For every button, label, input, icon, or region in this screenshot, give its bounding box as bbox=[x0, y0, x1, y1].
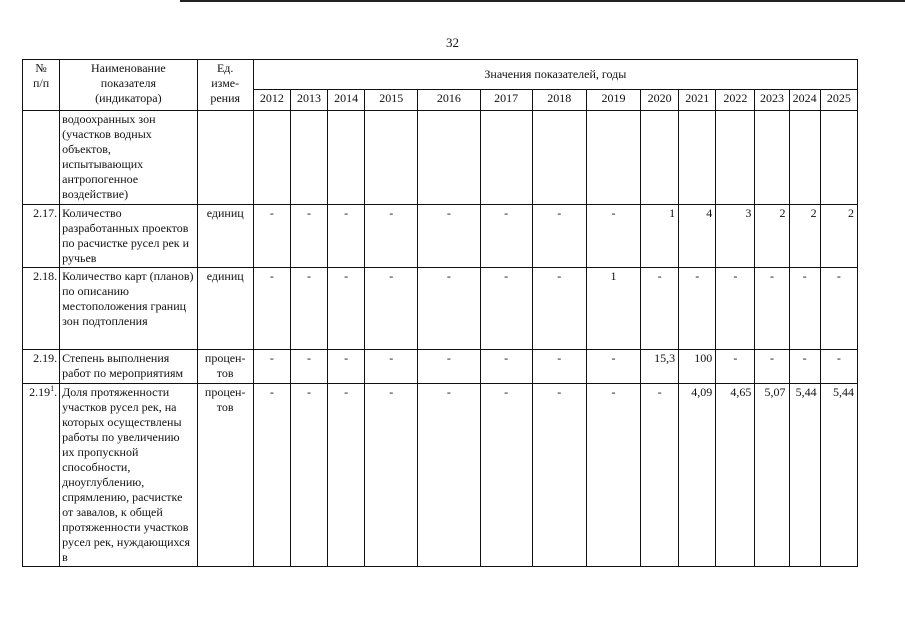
value-cell-2020: 1 bbox=[641, 205, 679, 268]
indicator-name: водоохранных зон (участков водных объектов, испытывающих антропогенное воздействие) bbox=[60, 111, 197, 205]
row-number-text: 2.19 bbox=[29, 385, 51, 399]
value-cell-2024: - bbox=[789, 350, 820, 384]
value-cell-2017: - bbox=[480, 268, 532, 350]
value-cell-2016 bbox=[418, 111, 480, 205]
table-body bbox=[23, 111, 858, 567]
value-cell-2012: - bbox=[253, 384, 290, 567]
table-row bbox=[23, 111, 858, 205]
page-number: 32 bbox=[446, 35, 459, 50]
value-cell-2012: - bbox=[253, 205, 290, 268]
indicator-name: Доля протяженности участков русел рек, на которых осуществлены работы по увеличению их пропускной способности, дноуглублению, спрямлению, расчистке от завалов, к общей протяженности участков русел рек, нуждающихся в bbox=[60, 384, 197, 567]
value-cell-2021 bbox=[679, 111, 716, 205]
header-year-2014: 2014 bbox=[328, 90, 365, 111]
value-cell-2022 bbox=[716, 111, 755, 205]
value-cell-2012: - bbox=[253, 268, 290, 350]
row-number bbox=[23, 268, 60, 350]
header-year-2018: 2018 bbox=[532, 90, 586, 111]
value-cell-2025: - bbox=[820, 268, 857, 350]
value-cell-2013 bbox=[290, 111, 327, 205]
header-year-2021: 2021 bbox=[679, 90, 716, 111]
value-cell-2024: 2 bbox=[789, 205, 820, 268]
value-cell-2015: - bbox=[365, 205, 418, 268]
value-cell-2018: - bbox=[532, 350, 586, 384]
value-cell-2023: - bbox=[755, 268, 789, 350]
value-cell-2017: - bbox=[480, 350, 532, 384]
indicators-table bbox=[22, 59, 858, 567]
header-year-2013: 2013 bbox=[290, 90, 327, 111]
value-cell-2017 bbox=[480, 111, 532, 205]
indicator-name: Количество разработанных проектов по расчистке русел рек и ручьев bbox=[60, 205, 197, 268]
header-row-1 bbox=[23, 60, 858, 90]
value-cell-2022: 3 bbox=[716, 205, 755, 268]
value-cell-2015 bbox=[365, 111, 418, 205]
value-cell-2021: - bbox=[679, 268, 716, 350]
table-row bbox=[23, 205, 858, 268]
value-cell-2016: - bbox=[418, 205, 480, 268]
value-cell-2017: - bbox=[480, 205, 532, 268]
value-cell-2014: - bbox=[328, 350, 365, 384]
header-year-2022: 2022 bbox=[716, 90, 755, 111]
value-cell-2015: - bbox=[365, 268, 418, 350]
value-cell-2020: 15,3 bbox=[641, 350, 679, 384]
value-cell-2021: 4 bbox=[679, 205, 716, 268]
value-cell-2016: - bbox=[418, 350, 480, 384]
value-cell-2020 bbox=[641, 111, 679, 205]
value-cell-2018: - bbox=[532, 268, 586, 350]
value-cell-2024: 5,44 bbox=[789, 384, 820, 567]
header-name: Наименование показателя (индикатора) bbox=[60, 60, 197, 111]
header-year-2025: 2025 bbox=[820, 90, 857, 111]
header-year-2017: 2017 bbox=[480, 90, 532, 111]
table-row bbox=[23, 268, 858, 350]
value-cell-2018 bbox=[532, 111, 586, 205]
header-year-2016: 2016 bbox=[418, 90, 480, 111]
value-cell-2014: - bbox=[328, 268, 365, 350]
value-cell-2024: - bbox=[789, 268, 820, 350]
value-cell-2013: - bbox=[290, 350, 327, 384]
value-cell-2016: - bbox=[418, 384, 480, 567]
value-cell-2023: - bbox=[755, 350, 789, 384]
value-cell-2025: 2 bbox=[820, 205, 857, 268]
value-cell-2014 bbox=[328, 111, 365, 205]
row-number bbox=[23, 350, 60, 384]
header-year-2019: 2019 bbox=[586, 90, 640, 111]
header-year-2012: 2012 bbox=[253, 90, 290, 111]
value-cell-2020: - bbox=[641, 268, 679, 350]
row-number-superscript: 1 bbox=[50, 384, 55, 393]
value-cell-2025: 5,44 bbox=[820, 384, 857, 567]
value-cell-2019: - bbox=[586, 350, 640, 384]
value-cell-2019: 1 bbox=[586, 268, 640, 350]
row-number bbox=[23, 384, 60, 567]
header-unit: Ед. изме- рения bbox=[197, 60, 253, 111]
header-num: № п/п bbox=[23, 60, 60, 111]
value-cell-2018: - bbox=[532, 205, 586, 268]
value-cell-2013: - bbox=[290, 268, 327, 350]
value-cell-2021: 100 bbox=[679, 350, 716, 384]
value-cell-2019 bbox=[586, 111, 640, 205]
value-cell-2015: - bbox=[365, 384, 418, 567]
value-cell-2017: - bbox=[480, 384, 532, 567]
value-cell-2025 bbox=[820, 111, 857, 205]
value-cell-2022: - bbox=[716, 350, 755, 384]
value-cell-2025: - bbox=[820, 350, 857, 384]
value-cell-2014: - bbox=[328, 384, 365, 567]
value-cell-2015: - bbox=[365, 350, 418, 384]
value-cell-2021: 4,09 bbox=[679, 384, 716, 567]
value-cell-2022: - bbox=[716, 268, 755, 350]
value-cell-2014: - bbox=[328, 205, 365, 268]
indicator-name: Степень выполнения работ по мероприятиям bbox=[60, 350, 197, 384]
value-cell-2019: - bbox=[586, 205, 640, 268]
row-number-text: 2.18. bbox=[33, 269, 58, 283]
unit-of-measure: процен- тов bbox=[197, 384, 253, 567]
value-cell-2012 bbox=[253, 111, 290, 205]
unit-of-measure: единиц bbox=[197, 268, 253, 350]
value-cell-2016: - bbox=[418, 268, 480, 350]
value-cell-2019: - bbox=[586, 384, 640, 567]
value-cell-2024 bbox=[789, 111, 820, 205]
top-border-line bbox=[180, 0, 905, 2]
header-year-2015: 2015 bbox=[365, 90, 418, 111]
value-cell-2020: - bbox=[641, 384, 679, 567]
unit-of-measure: единиц bbox=[197, 205, 253, 268]
unit-of-measure bbox=[197, 111, 253, 205]
row-number-text: 2.19. bbox=[33, 351, 58, 365]
value-cell-2012: - bbox=[253, 350, 290, 384]
indicator-name: Количество карт (планов) по описанию местоположения границ зон подтопления bbox=[60, 268, 197, 350]
value-cell-2023 bbox=[755, 111, 789, 205]
unit-of-measure: процен- тов bbox=[197, 350, 253, 384]
value-cell-2022: 4,65 bbox=[716, 384, 755, 567]
row-number-suffix: . bbox=[54, 385, 58, 399]
value-cell-2023: 2 bbox=[755, 205, 789, 268]
table-row bbox=[23, 350, 858, 384]
row-number-text: 2.17. bbox=[33, 206, 58, 220]
header-year-2020: 2020 bbox=[641, 90, 679, 111]
table-row bbox=[23, 384, 858, 567]
value-cell-2018: - bbox=[532, 384, 586, 567]
value-cell-2023: 5,07 bbox=[755, 384, 789, 567]
value-cell-2013: - bbox=[290, 205, 327, 268]
row-number bbox=[23, 111, 60, 205]
row-number bbox=[23, 205, 60, 268]
header-values-group: Значения показателей, годы bbox=[253, 60, 857, 90]
header-year-2024: 2024 bbox=[789, 90, 820, 111]
header-year-2023: 2023 bbox=[755, 90, 789, 111]
value-cell-2013: - bbox=[290, 384, 327, 567]
